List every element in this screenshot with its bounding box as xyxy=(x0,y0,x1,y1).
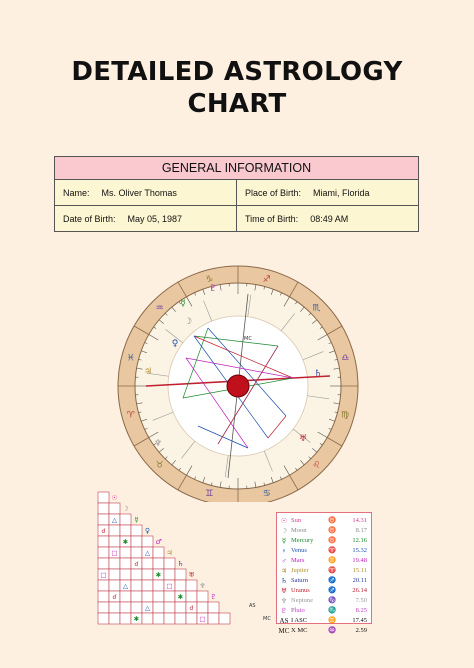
aspect-grid-cell xyxy=(98,514,109,525)
planet-row xyxy=(277,546,371,556)
dob-label: Date of Birth: xyxy=(63,213,116,224)
planet-glyph-icon: ♄ xyxy=(313,369,323,379)
planet-degree: 8.17 xyxy=(355,527,367,534)
planet-glyph-icon: ♂ xyxy=(155,538,162,546)
natal-chart-wheel xyxy=(112,262,362,502)
zodiac-sign-icon: ♈ xyxy=(126,410,135,421)
aspect-grid-cell xyxy=(153,613,164,624)
aspect-grid-cell xyxy=(131,580,142,591)
aspect-grid-cell xyxy=(98,580,109,591)
planet-glyph-icon: ♆ xyxy=(153,439,163,449)
zodiac-sign-icon: ♉ xyxy=(155,460,164,471)
aspect-grid-cell xyxy=(142,558,153,569)
planet-row xyxy=(277,596,371,606)
planet-row xyxy=(277,616,371,626)
planet-name: Sun xyxy=(291,517,302,524)
zodiac-sign-icon: ♈ xyxy=(327,567,337,574)
aspect-grid-cell xyxy=(142,536,153,547)
aspect-grid-cell xyxy=(98,591,109,602)
aspect-grid-cell xyxy=(109,613,120,624)
planet-glyph-icon: ♆ xyxy=(280,597,288,605)
aspect-grid-cell xyxy=(120,602,131,613)
planet-name: Mars xyxy=(291,557,305,564)
planet-glyph-icon: ♃ xyxy=(280,567,288,575)
planet-glyph-icon: ☿ xyxy=(134,516,139,524)
info-row xyxy=(55,206,418,231)
aspect-grid-cell xyxy=(109,580,120,591)
planet-positions-table xyxy=(276,512,372,635)
planet-name: I ASC xyxy=(291,617,308,624)
planet-row xyxy=(277,606,371,616)
planet-degree: 15.11 xyxy=(352,567,367,574)
aspect-grid-cell xyxy=(175,580,186,591)
aspect-symbol-icon: △ xyxy=(145,549,150,557)
aspect-grid-cell xyxy=(131,602,142,613)
aspect-grid-cell xyxy=(120,547,131,558)
planet-glyph-icon: ☽ xyxy=(183,317,193,327)
planet-row xyxy=(277,576,371,586)
aspect-grid-cell xyxy=(164,613,175,624)
aspect-grid-cell xyxy=(131,525,142,536)
planet-glyph-icon: ♃ xyxy=(143,367,153,377)
planet-glyph-icon: ☉ xyxy=(111,494,118,502)
aspect-grid-cell xyxy=(197,591,208,602)
planet-row xyxy=(277,586,371,596)
planet-degree: 20.11 xyxy=(352,577,367,584)
aspect-symbol-icon: ✱ xyxy=(133,615,140,623)
aspect-symbol-icon: ☌ xyxy=(112,593,117,601)
aspect-symbol-icon: □ xyxy=(100,571,107,579)
zodiac-sign-icon: ♐ xyxy=(327,587,337,594)
aspect-symbol-icon: □ xyxy=(111,549,118,557)
planet-name: Venus xyxy=(291,547,307,554)
aspect-grid-cell xyxy=(120,525,131,536)
aspect-symbol-icon: ☌ xyxy=(101,527,106,535)
aspect-grid-cell xyxy=(98,492,109,503)
aspect-grid-cell xyxy=(98,558,109,569)
page-title xyxy=(0,56,474,120)
time-value: 08:49 AM xyxy=(310,213,349,224)
planet-degree: 19.48 xyxy=(352,557,367,564)
planet-name: Jupiter xyxy=(291,567,309,574)
aspect-grid-cell xyxy=(109,525,120,536)
zodiac-sign-icon: ♊ xyxy=(327,557,337,564)
zodiac-sign-icon: ♐ xyxy=(262,274,271,285)
aspect-grid-cell xyxy=(98,602,109,613)
aspect-grid-cell xyxy=(98,536,109,547)
aspect-grid-cell xyxy=(131,591,142,602)
aspect-symbol-icon: ✱ xyxy=(122,538,129,546)
aspect-grid-cell xyxy=(175,569,186,580)
zodiac-sign-icon: ♑ xyxy=(205,274,214,285)
aspect-grid-mc-label: MC xyxy=(263,616,271,622)
aspect-grid-cell xyxy=(109,569,120,580)
aspect-grid-cell xyxy=(164,602,175,613)
aspect-grid-cell xyxy=(153,591,164,602)
aspect-grid-cell xyxy=(208,613,219,624)
title-line-1: DETAILED ASTROLOGY xyxy=(71,57,403,87)
zodiac-sign-icon: ♉ xyxy=(327,517,337,524)
planet-glyph-icon: ☽ xyxy=(280,527,288,535)
aspect-grid-cell xyxy=(153,547,164,558)
zodiac-sign-icon: ♌ xyxy=(312,460,321,471)
aspect-grid-cell xyxy=(142,569,153,580)
planet-degree: 15.32 xyxy=(352,547,367,554)
aspect-grid-cell xyxy=(175,613,186,624)
aspect-symbol-icon: △ xyxy=(123,582,128,590)
zodiac-sign-icon: ♒ xyxy=(327,627,337,634)
planet-name: Moon xyxy=(291,527,307,534)
planet-glyph-icon: ♇ xyxy=(208,284,218,294)
planet-glyph-icon: AS xyxy=(279,617,289,625)
planet-glyph-icon: ♂ xyxy=(281,557,287,565)
place-cell xyxy=(237,180,418,205)
planet-glyph-icon: ♃ xyxy=(166,549,173,557)
planet-degree: 8.25 xyxy=(355,607,367,614)
aspect-symbol-icon: △ xyxy=(112,516,117,524)
planet-degree: 14.31 xyxy=(352,517,367,524)
planet-name: Saturn xyxy=(291,577,308,584)
zodiac-sign-icon: ♓ xyxy=(126,353,135,364)
planet-name: X MC xyxy=(291,627,308,634)
aspect-grid-cell xyxy=(164,558,175,569)
name-cell xyxy=(55,180,237,205)
zodiac-sign-icon: ♊ xyxy=(205,489,214,500)
time-label: Time of Birth: xyxy=(245,213,299,224)
zodiac-sign-icon: ♋ xyxy=(262,489,271,500)
dob-cell xyxy=(55,206,237,231)
aspect-grid-cell xyxy=(142,591,153,602)
aspect-grid xyxy=(96,486,276,626)
info-row xyxy=(55,180,418,206)
aspect-symbol-icon: ☌ xyxy=(134,560,139,568)
general-information-table xyxy=(54,156,419,232)
aspect-grid-cell xyxy=(153,580,164,591)
name-value: Ms. Oliver Thomas xyxy=(101,187,177,198)
aspect-symbol-icon: ✱ xyxy=(177,593,184,601)
planet-glyph-icon: ♅ xyxy=(280,587,288,595)
aspect-grid-cell xyxy=(109,503,120,514)
aspect-grid-cell xyxy=(197,602,208,613)
aspect-grid-cell xyxy=(186,591,197,602)
planet-glyph-icon: ♀ xyxy=(144,527,151,535)
aspect-grid-cell xyxy=(120,514,131,525)
planet-glyph-icon: ♄ xyxy=(280,577,288,585)
zodiac-sign-icon: ♉ xyxy=(327,527,337,534)
planet-name: Uranus xyxy=(291,587,310,594)
aspect-grid-cell xyxy=(120,591,131,602)
aspect-grid-cell xyxy=(153,602,164,613)
aspect-grid-cell xyxy=(142,580,153,591)
planet-glyph-icon: ♀ xyxy=(281,547,287,555)
aspect-grid-cell xyxy=(131,547,142,558)
name-label: Name: xyxy=(63,187,90,198)
planet-row xyxy=(277,566,371,576)
planet-degree: 12.16 xyxy=(352,537,367,544)
planet-name: Pluto xyxy=(291,607,305,614)
place-label: Place of Birth: xyxy=(245,187,302,198)
zodiac-sign-icon: ♊ xyxy=(327,617,337,624)
aspect-grid-cell xyxy=(142,613,153,624)
aspect-grid-cell xyxy=(208,602,219,613)
aspect-symbol-icon: □ xyxy=(166,582,173,590)
aspect-grid-cell xyxy=(164,591,175,602)
aspect-grid-cell xyxy=(186,613,197,624)
planet-glyph-icon: ☿ xyxy=(281,537,287,545)
aspect-grid-cell xyxy=(98,503,109,514)
planet-glyph-icon: ♄ xyxy=(177,560,184,568)
aspect-symbol-icon: ✱ xyxy=(155,571,162,579)
planet-row xyxy=(277,556,371,566)
aspect-grid-cell xyxy=(120,558,131,569)
title-line-2: CHART xyxy=(187,89,287,119)
planet-glyph-icon: ♆ xyxy=(199,582,206,590)
planet-glyph-icon: ♅ xyxy=(298,434,308,444)
planet-glyph-icon: ♇ xyxy=(280,607,288,615)
aspect-grid-cell xyxy=(131,569,142,580)
aspect-grid-cell xyxy=(175,602,186,613)
place-value: Miami, Florida xyxy=(313,187,370,198)
time-cell xyxy=(237,206,418,231)
aspect-grid-cell xyxy=(131,536,142,547)
aspect-grid-cell xyxy=(98,613,109,624)
zodiac-sign-icon: ♎ xyxy=(341,353,350,364)
aspect-grid-asc-label: AS xyxy=(249,603,256,609)
aspect-grid-cell xyxy=(186,580,197,591)
zodiac-sign-icon: ♏ xyxy=(327,607,337,614)
zodiac-sign-icon: ♏ xyxy=(312,303,321,314)
aspect-grid-cell xyxy=(120,613,131,624)
planet-degree: 2.59 xyxy=(355,627,367,634)
aspect-grid-cell xyxy=(109,602,120,613)
planet-degree: 17.45 xyxy=(352,617,367,624)
planet-glyph-icon: ♅ xyxy=(188,571,195,579)
aspect-grid-cell xyxy=(164,569,175,580)
planet-glyph-icon: ♇ xyxy=(210,593,217,601)
aspect-grid-cell xyxy=(153,558,164,569)
planet-row xyxy=(277,626,371,636)
planet-glyph-icon: ☿ xyxy=(180,299,186,309)
aspect-grid-cell xyxy=(219,613,230,624)
planet-glyph-icon: MC xyxy=(278,627,290,635)
planet-row xyxy=(277,536,371,546)
planet-row xyxy=(277,516,371,526)
aspect-grid-cell xyxy=(120,569,131,580)
aspect-grid-cell xyxy=(109,536,120,547)
general-information-header: GENERAL INFORMATION xyxy=(55,157,418,180)
planet-name: Neptune xyxy=(291,597,314,604)
aspect-grid-cell xyxy=(98,547,109,558)
planet-glyph-icon: ♀ xyxy=(171,339,179,349)
planet-degree: 7.50 xyxy=(355,597,367,604)
zodiac-sign-icon: ♈ xyxy=(327,547,337,554)
zodiac-sign-icon: ♍ xyxy=(341,410,350,421)
aspect-symbol-icon: ☌ xyxy=(189,604,194,612)
zodiac-sign-icon: ♑ xyxy=(327,597,337,604)
aspect-grid-cell xyxy=(109,558,120,569)
aspect-symbol-icon: △ xyxy=(145,604,150,612)
zodiac-sign-icon: ♒ xyxy=(155,303,164,314)
mc-label: MC xyxy=(244,336,252,342)
planet-degree: 26.14 xyxy=(352,587,367,594)
planet-name: Mercury xyxy=(291,537,314,544)
planet-row xyxy=(277,526,371,536)
center-sun-disc xyxy=(227,375,249,397)
aspect-symbol-icon: □ xyxy=(199,615,206,623)
planet-glyph-icon: ☽ xyxy=(122,505,129,513)
dob-value: May 05, 1987 xyxy=(127,213,183,224)
planet-glyph-icon: ☉ xyxy=(280,517,288,525)
zodiac-sign-icon: ♉ xyxy=(327,537,337,544)
zodiac-sign-icon: ♐ xyxy=(327,577,337,584)
